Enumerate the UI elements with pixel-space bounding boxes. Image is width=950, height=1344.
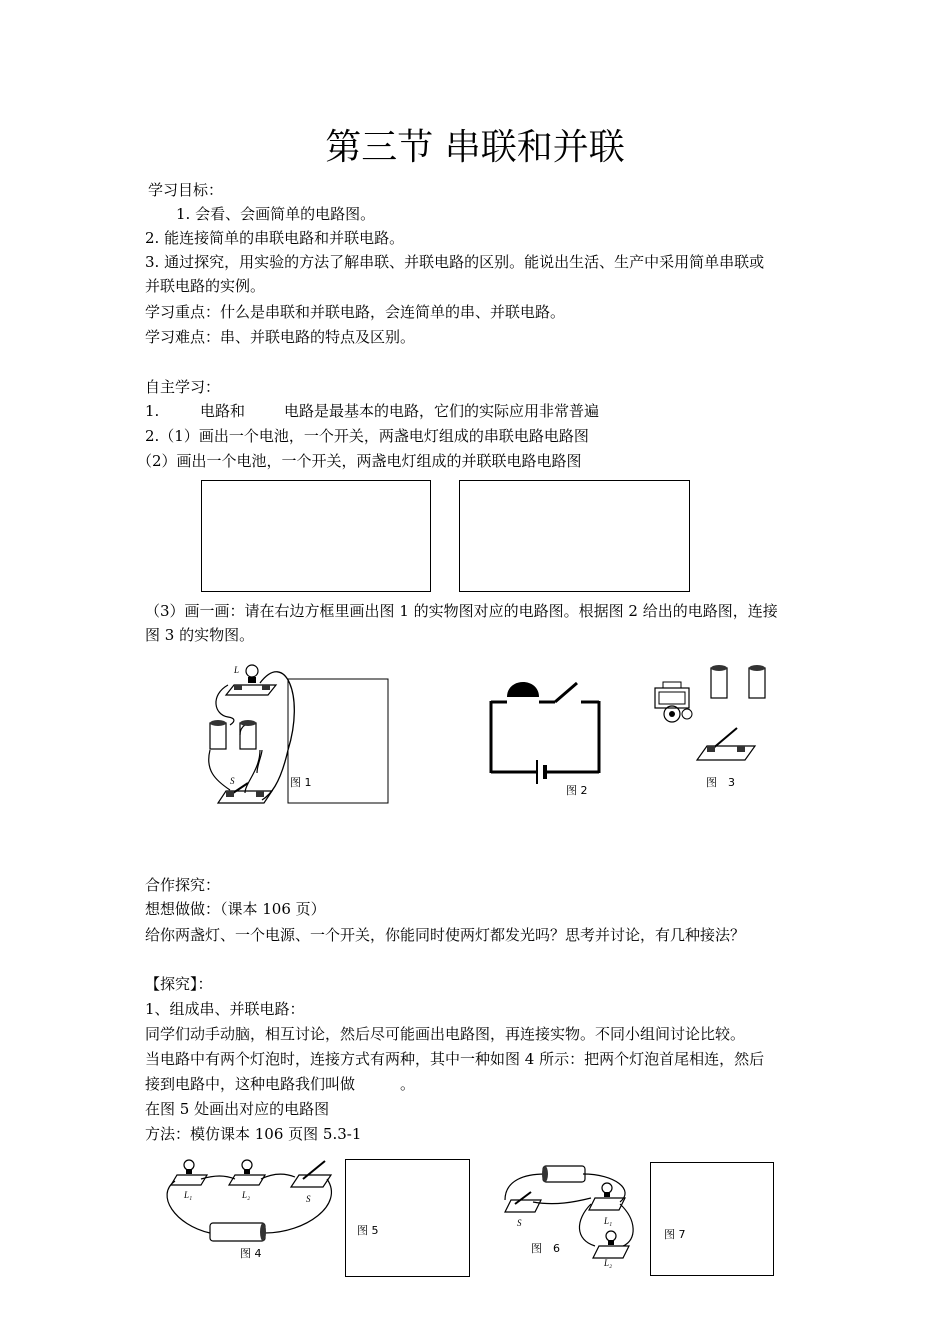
figure-6-label-S: S [517, 1218, 522, 1228]
figure-4-label-S: S [306, 1194, 311, 1204]
figure-1-circuit [200, 655, 400, 815]
objective-1: 1. 会看、会画简单的电路图。 [176, 205, 376, 223]
cooperation-heading: 合作探究： [145, 876, 221, 894]
figure-5-caption: 图 5 [357, 1224, 379, 1237]
figure-1-label-S: S [230, 776, 235, 786]
series-drawing-box[interactable] [201, 480, 431, 592]
figure-6-parallel-circuit [495, 1160, 640, 1270]
explore-subheading-1: 1、组成串、并联电路： [145, 1000, 305, 1018]
figure-7-drawing-box[interactable] [650, 1162, 774, 1276]
explore-paragraph-4: 在图 5 处画出对应的电路图 [145, 1100, 330, 1118]
parallel-drawing-box[interactable] [459, 480, 690, 592]
figure-6-caption: 图 6 [531, 1242, 560, 1255]
figure-4-label-L1: L₁ [184, 1190, 193, 1200]
difficulty: 学习难点：串、并联电路的特点及区别。 [145, 328, 416, 346]
question-1-part-b: 电路是最基本的电路，它们的实际应用非常普遍 [284, 402, 600, 420]
cooperation-question: 给你两盏灯、一个电源、一个开关，你能同时使两灯都发光吗？思考并讨论，有几种接法？ [145, 926, 746, 944]
explore-method: 方法：模仿课本 106 页图 5.3-1 [145, 1125, 362, 1143]
figure-6-label-L1: L₁ [604, 1216, 613, 1226]
figure-5-drawing-box[interactable] [345, 1159, 470, 1277]
figure-1-label-L: L [234, 665, 240, 675]
figure-3-components [645, 660, 785, 780]
objective-3: 3. 通过探究，用实验的方法了解串联、并联电路的区别。能说出生活、生产中采用简单串联或 [145, 253, 765, 271]
question-1-part-a: 电路和 [200, 402, 246, 420]
question-2-1: 2.（1）画出一个电池，一个开关，两盏电灯组成的串联电路电路图 [145, 427, 589, 445]
question-1-number: 1. [145, 402, 160, 420]
figure-4-series-circuit [155, 1155, 345, 1250]
figure-7-caption: 图 7 [664, 1228, 686, 1241]
question-3-line2: 图 3 的实物图。 [145, 626, 255, 644]
objective-3-cont: 并联电路的实例。 [145, 277, 266, 295]
explore-paragraph-3: 接到电路中，这种电路我们叫做 。 [145, 1075, 416, 1093]
figure-1-caption: 图 1 [290, 776, 312, 789]
explore-heading: 【探究】： [145, 975, 213, 993]
objective-2: 2. 能连接简单的串联电路和并联电路。 [145, 229, 405, 247]
figure-4-label-L2: L₂ [242, 1190, 251, 1200]
explore-paragraph-2: 当电路中有两个灯泡时，连接方式有两种，其中一种如图 4 所示：把两个灯泡首尾相连，然后 [145, 1050, 765, 1068]
objectives-heading: 学习目标： [148, 181, 224, 199]
figure-2-circuit-diagram [485, 675, 605, 785]
figure-6-label-L2: L₂ [604, 1258, 613, 1268]
explore-paragraph-1: 同学们动手动脑，相互讨论，然后尽可能画出电路图，再连接实物。不同小组间讨论比较。 [145, 1025, 746, 1043]
key-point: 学习重点：什么是串联和并联电路，会连简单的串、并联电路。 [145, 303, 566, 321]
figure-2-caption: 图 2 [566, 784, 588, 797]
page-title: 第三节 串联和并联 [325, 127, 625, 168]
self-study-heading: 自主学习： [145, 378, 221, 396]
figure-3-caption: 图 3 [706, 776, 735, 789]
question-2-2: （2）画出一个电池，一个开关，两盏电灯组成的并联联电路电路图 [137, 452, 582, 470]
question-3-line1: （3）画一画：请在右边方框里画出图 1 的实物图对应的电路图。根据图 2 给出的电路图，连接 [145, 602, 778, 620]
figure-4-caption: 图 4 [240, 1247, 262, 1260]
think-and-do: 想想做做：（课本 106 页） [145, 900, 326, 918]
